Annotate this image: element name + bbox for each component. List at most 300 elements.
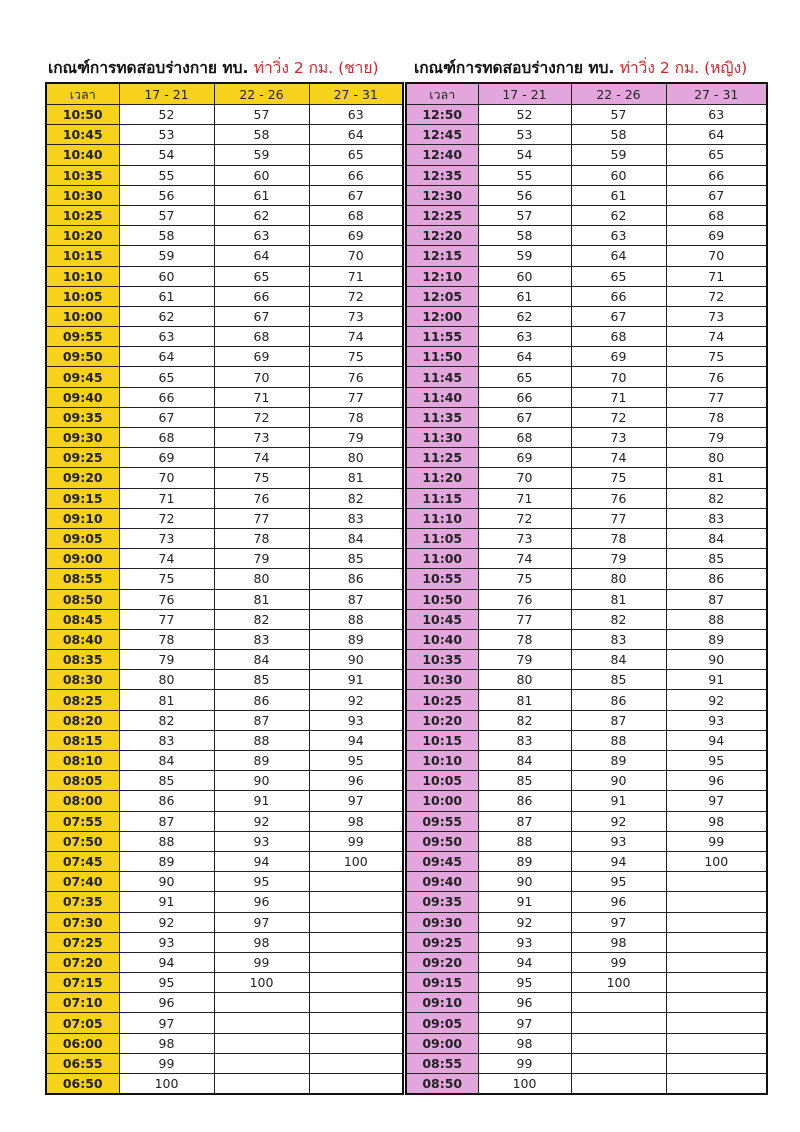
score-17-21: 72 [119, 508, 214, 528]
score-17-21: 77 [478, 609, 571, 629]
time-cell: 07:15 [46, 973, 119, 993]
time-cell: 07:35 [46, 892, 119, 912]
title-event: ท่าวิ่ง 2 กม. (หญิง) [619, 59, 748, 77]
score-27-31 [666, 993, 767, 1013]
score-27-31: 95 [666, 751, 767, 771]
time-cell: 12:35 [406, 165, 478, 185]
table-row [406, 993, 767, 1013]
score-17-21: 100 [119, 1074, 214, 1095]
time-cell: 10:35 [46, 165, 119, 185]
table-row [406, 932, 767, 952]
score-17-21: 82 [119, 710, 214, 730]
score-22-26: 64 [571, 246, 666, 266]
time-cell: 12:50 [406, 105, 478, 125]
score-22-26: 100 [214, 973, 309, 993]
score-17-21: 100 [478, 1074, 571, 1095]
score-27-31: 73 [666, 306, 767, 326]
score-27-31 [666, 1033, 767, 1053]
time-cell: 12:30 [406, 185, 478, 205]
score-17-21: 71 [478, 488, 571, 508]
time-cell: 07:30 [46, 912, 119, 932]
table-row [46, 771, 403, 791]
score-22-26: 86 [214, 690, 309, 710]
table-row [406, 710, 767, 730]
score-17-21: 52 [478, 105, 571, 125]
score-22-26: 81 [214, 589, 309, 609]
score-27-31: 81 [666, 468, 767, 488]
table-row [406, 952, 767, 972]
table-row [406, 125, 767, 145]
score-22-26: 72 [214, 407, 309, 427]
table-row [46, 791, 403, 811]
table-row [406, 1053, 767, 1073]
score-17-21: 83 [119, 730, 214, 750]
female-table-title [414, 55, 747, 80]
score-17-21: 75 [119, 569, 214, 589]
time-cell: 09:20 [406, 952, 478, 972]
column-header-score-27-31: 27 - 31 [666, 83, 767, 105]
score-22-26: 58 [571, 125, 666, 145]
score-17-21: 98 [119, 1033, 214, 1053]
time-cell: 08:40 [46, 629, 119, 649]
score-27-31: 74 [309, 327, 403, 347]
score-17-21: 90 [478, 872, 571, 892]
score-22-26: 80 [214, 569, 309, 589]
score-22-26: 80 [571, 569, 666, 589]
table-row [406, 448, 767, 468]
time-cell: 09:35 [406, 892, 478, 912]
score-27-31: 77 [309, 387, 403, 407]
score-22-26: 74 [214, 448, 309, 468]
table-row [46, 125, 403, 145]
table-row [46, 145, 403, 165]
score-27-31: 88 [309, 609, 403, 629]
time-cell: 10:35 [406, 650, 478, 670]
score-22-26: 70 [214, 367, 309, 387]
table-row [406, 306, 767, 326]
score-27-31: 93 [666, 710, 767, 730]
score-27-31 [666, 1074, 767, 1095]
score-27-31: 86 [666, 569, 767, 589]
score-27-31: 77 [666, 387, 767, 407]
score-27-31: 87 [309, 589, 403, 609]
time-cell: 09:00 [406, 1033, 478, 1053]
score-22-26: 68 [214, 327, 309, 347]
time-cell: 07:45 [46, 851, 119, 871]
table-row [406, 488, 767, 508]
score-27-31: 84 [666, 528, 767, 548]
table-row [46, 629, 403, 649]
table-row [46, 952, 403, 972]
score-22-26: 63 [214, 226, 309, 246]
time-cell: 08:50 [406, 1074, 478, 1095]
time-cell: 10:30 [46, 185, 119, 205]
score-22-26: 76 [214, 488, 309, 508]
score-17-21: 82 [478, 710, 571, 730]
score-17-21: 85 [119, 771, 214, 791]
score-27-31: 68 [666, 205, 767, 225]
column-header-score-17-21: 17 - 21 [478, 83, 571, 105]
score-17-21: 89 [478, 851, 571, 871]
time-cell: 12:45 [406, 125, 478, 145]
score-17-21: 91 [478, 892, 571, 912]
time-cell: 09:10 [46, 508, 119, 528]
time-cell: 08:10 [46, 751, 119, 771]
score-17-21: 93 [119, 932, 214, 952]
score-22-26: 99 [571, 952, 666, 972]
time-cell: 09:40 [406, 872, 478, 892]
score-22-26: 87 [214, 710, 309, 730]
table-row [406, 690, 767, 710]
score-27-31 [309, 932, 403, 952]
score-17-21: 70 [119, 468, 214, 488]
table-row [46, 387, 403, 407]
table-row [46, 1053, 403, 1073]
score-17-21: 66 [478, 387, 571, 407]
score-22-26: 89 [571, 751, 666, 771]
score-17-21: 84 [119, 751, 214, 771]
score-27-31: 78 [309, 407, 403, 427]
score-17-21: 56 [119, 185, 214, 205]
score-17-21: 55 [119, 165, 214, 185]
score-27-31 [309, 912, 403, 932]
score-17-21: 83 [478, 730, 571, 750]
score-27-31: 83 [309, 508, 403, 528]
score-27-31: 97 [309, 791, 403, 811]
score-27-31 [666, 892, 767, 912]
time-cell: 08:45 [46, 609, 119, 629]
time-cell: 10:15 [46, 246, 119, 266]
score-22-26: 95 [214, 872, 309, 892]
table-row [46, 569, 403, 589]
score-27-31: 90 [309, 650, 403, 670]
score-17-21: 58 [478, 226, 571, 246]
score-22-26 [571, 1074, 666, 1095]
time-cell: 11:15 [406, 488, 478, 508]
score-22-26: 71 [214, 387, 309, 407]
table-row [46, 993, 403, 1013]
table-row [406, 892, 767, 912]
score-27-31: 89 [309, 629, 403, 649]
time-cell: 10:05 [406, 771, 478, 791]
score-27-31: 71 [666, 266, 767, 286]
score-17-21: 63 [119, 327, 214, 347]
table-row [46, 327, 403, 347]
table-row [46, 306, 403, 326]
time-cell: 10:25 [46, 205, 119, 225]
score-22-26: 84 [214, 650, 309, 670]
score-27-31: 93 [309, 710, 403, 730]
score-22-26: 71 [571, 387, 666, 407]
table-row [406, 791, 767, 811]
time-cell: 11:00 [406, 549, 478, 569]
score-27-31: 75 [666, 347, 767, 367]
time-cell: 09:30 [406, 912, 478, 932]
time-cell: 11:50 [406, 347, 478, 367]
time-cell: 09:30 [46, 428, 119, 448]
score-22-26: 77 [214, 508, 309, 528]
table-row [46, 811, 403, 831]
score-22-26: 62 [214, 205, 309, 225]
time-cell: 08:05 [46, 771, 119, 791]
time-cell: 10:30 [406, 670, 478, 690]
time-cell: 09:45 [406, 851, 478, 871]
table-row [46, 367, 403, 387]
time-cell: 10:00 [46, 306, 119, 326]
score-22-26: 97 [214, 912, 309, 932]
time-cell: 11:30 [406, 428, 478, 448]
table-row [406, 367, 767, 387]
score-17-21: 78 [119, 629, 214, 649]
score-27-31: 79 [666, 428, 767, 448]
score-17-21: 99 [119, 1053, 214, 1073]
score-17-21: 96 [478, 993, 571, 1013]
score-22-26 [214, 993, 309, 1013]
score-22-26: 61 [571, 185, 666, 205]
time-cell: 11:05 [406, 528, 478, 548]
table-row [46, 407, 403, 427]
score-17-21: 89 [119, 851, 214, 871]
score-17-21: 73 [478, 528, 571, 548]
score-22-26 [214, 1013, 309, 1033]
score-22-26: 94 [214, 851, 309, 871]
table-row [406, 226, 767, 246]
score-27-31 [309, 892, 403, 912]
table-row [46, 710, 403, 730]
score-27-31: 78 [666, 407, 767, 427]
table-row [46, 185, 403, 205]
score-22-26: 59 [571, 145, 666, 165]
male-score-table [45, 82, 404, 1095]
score-17-21: 72 [478, 508, 571, 528]
score-17-21: 88 [119, 831, 214, 851]
score-22-26: 85 [571, 670, 666, 690]
score-17-21: 67 [119, 407, 214, 427]
score-27-31: 85 [666, 549, 767, 569]
column-header-score-22-26: 22 - 26 [214, 83, 309, 105]
score-27-31: 89 [666, 629, 767, 649]
score-17-21: 68 [478, 428, 571, 448]
score-22-26: 58 [214, 125, 309, 145]
time-cell: 09:55 [46, 327, 119, 347]
table-row [46, 609, 403, 629]
score-17-21: 74 [478, 549, 571, 569]
score-17-21: 73 [119, 528, 214, 548]
score-22-26: 79 [214, 549, 309, 569]
female-score-table [405, 82, 768, 1095]
score-17-21: 71 [119, 488, 214, 508]
score-27-31: 92 [666, 690, 767, 710]
score-27-31 [309, 993, 403, 1013]
score-17-21: 78 [478, 629, 571, 649]
time-cell: 09:55 [406, 811, 478, 831]
table-row [46, 226, 403, 246]
table-row [406, 730, 767, 750]
score-22-26: 83 [214, 629, 309, 649]
score-27-31: 72 [666, 286, 767, 306]
score-17-21: 57 [478, 205, 571, 225]
score-27-31: 64 [666, 125, 767, 145]
score-27-31: 83 [666, 508, 767, 528]
time-cell: 09:45 [46, 367, 119, 387]
table-row [406, 650, 767, 670]
score-27-31: 94 [666, 730, 767, 750]
score-17-21: 87 [478, 811, 571, 831]
time-cell: 11:20 [406, 468, 478, 488]
time-cell: 10:00 [406, 791, 478, 811]
time-cell: 06:00 [46, 1033, 119, 1053]
column-header-time-cell: เวลา [406, 83, 478, 105]
column-header-score-22-26: 22 - 26 [571, 83, 666, 105]
score-17-21: 56 [478, 185, 571, 205]
score-27-31: 68 [309, 205, 403, 225]
score-17-21: 60 [119, 266, 214, 286]
score-27-31: 70 [666, 246, 767, 266]
table-row [406, 569, 767, 589]
score-17-21: 87 [119, 811, 214, 831]
time-cell: 11:25 [406, 448, 478, 468]
score-27-31: 76 [309, 367, 403, 387]
score-27-31: 69 [666, 226, 767, 246]
time-cell: 06:50 [46, 1074, 119, 1095]
score-27-31 [309, 952, 403, 972]
score-17-21: 93 [478, 932, 571, 952]
time-cell: 12:25 [406, 205, 478, 225]
score-17-21: 86 [119, 791, 214, 811]
time-cell: 07:50 [46, 831, 119, 851]
score-27-31: 91 [666, 670, 767, 690]
time-cell: 10:55 [406, 569, 478, 589]
score-17-21: 57 [119, 205, 214, 225]
score-27-31: 82 [309, 488, 403, 508]
time-cell: 12:05 [406, 286, 478, 306]
score-22-26: 74 [571, 448, 666, 468]
time-cell: 11:35 [406, 407, 478, 427]
score-27-31 [666, 973, 767, 993]
score-27-31: 66 [666, 165, 767, 185]
score-22-26: 73 [214, 428, 309, 448]
table-row [406, 549, 767, 569]
table-row [46, 448, 403, 468]
score-17-21: 63 [478, 327, 571, 347]
score-27-31: 87 [666, 589, 767, 609]
column-header-score-17-21: 17 - 21 [119, 83, 214, 105]
time-cell: 10:20 [46, 226, 119, 246]
score-27-31: 65 [309, 145, 403, 165]
score-22-26 [571, 1013, 666, 1033]
score-27-31: 91 [309, 670, 403, 690]
score-22-26: 83 [571, 629, 666, 649]
table-row [406, 145, 767, 165]
score-27-31: 92 [309, 690, 403, 710]
score-22-26: 90 [214, 771, 309, 791]
score-17-21: 65 [478, 367, 571, 387]
score-22-26: 86 [571, 690, 666, 710]
table-row [406, 205, 767, 225]
score-22-26: 75 [571, 468, 666, 488]
score-27-31: 90 [666, 650, 767, 670]
table-row [46, 347, 403, 367]
table-row [46, 528, 403, 548]
score-17-21: 84 [478, 751, 571, 771]
score-27-31: 74 [666, 327, 767, 347]
score-22-26: 97 [571, 912, 666, 932]
table-row [46, 912, 403, 932]
score-22-26: 87 [571, 710, 666, 730]
score-22-26 [571, 1053, 666, 1073]
score-27-31: 80 [666, 448, 767, 468]
score-27-31: 63 [666, 105, 767, 125]
table-row [406, 851, 767, 871]
score-17-21: 97 [119, 1013, 214, 1033]
score-22-26: 69 [571, 347, 666, 367]
score-22-26: 92 [571, 811, 666, 831]
score-22-26: 93 [571, 831, 666, 851]
time-cell: 08:55 [46, 569, 119, 589]
table-row [46, 549, 403, 569]
table-row [46, 266, 403, 286]
score-17-21: 94 [478, 952, 571, 972]
table-row [406, 609, 767, 629]
score-17-21: 91 [119, 892, 214, 912]
score-27-31: 67 [666, 185, 767, 205]
column-header-score-27-31: 27 - 31 [309, 83, 403, 105]
time-cell: 10:45 [46, 125, 119, 145]
time-cell: 12:40 [406, 145, 478, 165]
header-row [406, 83, 767, 105]
time-cell: 09:15 [406, 973, 478, 993]
score-22-26: 90 [571, 771, 666, 791]
score-17-21: 61 [478, 286, 571, 306]
table-row [46, 751, 403, 771]
time-cell: 10:05 [46, 286, 119, 306]
time-cell: 10:50 [46, 105, 119, 125]
time-cell: 09:10 [406, 993, 478, 1013]
table-row [406, 246, 767, 266]
table-row [406, 428, 767, 448]
table-row [406, 831, 767, 851]
score-22-26: 95 [571, 872, 666, 892]
score-22-26: 67 [571, 306, 666, 326]
score-27-31: 67 [309, 185, 403, 205]
score-27-31: 70 [309, 246, 403, 266]
time-cell: 09:40 [46, 387, 119, 407]
score-22-26: 99 [214, 952, 309, 972]
score-22-26: 96 [571, 892, 666, 912]
time-cell: 10:25 [406, 690, 478, 710]
time-cell: 10:50 [406, 589, 478, 609]
score-22-26: 70 [571, 367, 666, 387]
time-cell: 10:20 [406, 710, 478, 730]
table-row [46, 286, 403, 306]
score-17-21: 86 [478, 791, 571, 811]
score-27-31: 71 [309, 266, 403, 286]
time-cell: 07:55 [46, 811, 119, 831]
time-cell: 07:25 [46, 932, 119, 952]
table-row [46, 650, 403, 670]
score-17-21: 62 [478, 306, 571, 326]
score-27-31: 73 [309, 306, 403, 326]
table-row [46, 892, 403, 912]
score-17-21: 98 [478, 1033, 571, 1053]
time-cell: 10:10 [46, 266, 119, 286]
table-row [406, 751, 767, 771]
score-17-21: 69 [478, 448, 571, 468]
score-27-31: 95 [309, 751, 403, 771]
time-cell: 07:05 [46, 1013, 119, 1033]
table-row [406, 468, 767, 488]
time-cell: 08:25 [46, 690, 119, 710]
